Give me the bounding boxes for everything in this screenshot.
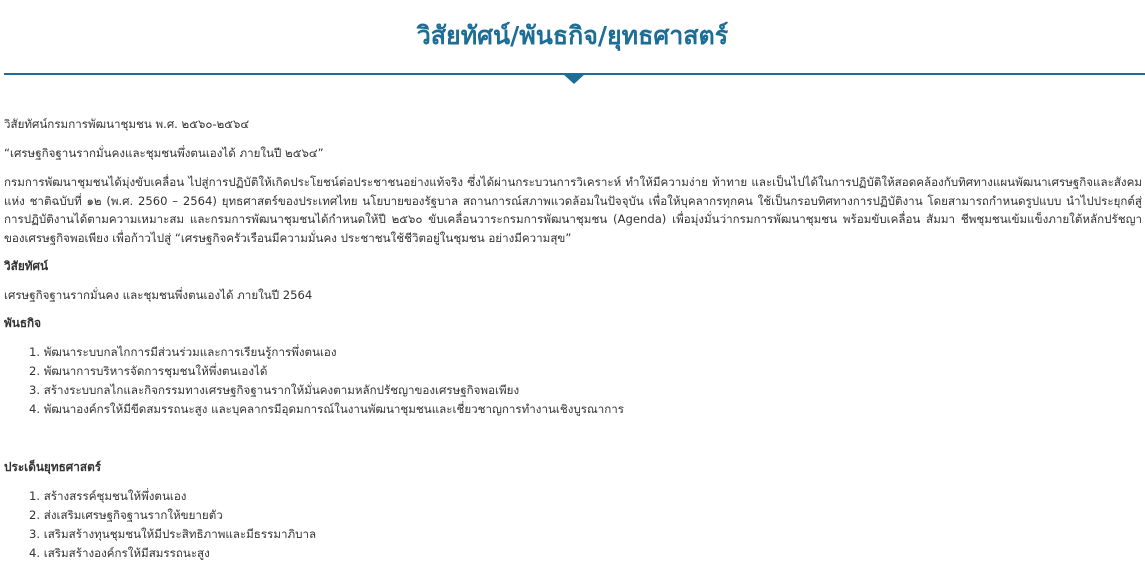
page-header [0, 0, 1145, 84]
mission-heading: พันธกิจ [4, 316, 42, 330]
strategy-item: 1. สร้างสรรค์ชุมชนให้พึ่งตนเอง [29, 489, 187, 503]
intro-vision-quote: “เศรษฐกิจฐานรากมั่นคงและชุมชนพึ่งตนเองได้ ภายในปี ๒๕๖๔” [4, 146, 324, 160]
main-content [4, 115, 1142, 573]
vision-text: เศรษฐกิจฐานรากมั่นคง และชุมชนพึ่งตนเองได้ ภายในปี 2564 [4, 288, 313, 302]
mission-item: 1. พัฒนาระบบกลไกการมีส่วนร่วมและการเรียนรู้การพึ่งตนเอง [29, 345, 337, 359]
mission-list [4, 343, 1142, 419]
strategy-item: 3. เสริมสร้างทุนชุมชนให้มีประสิทธิภาพและมีธรรมาภิบาล [29, 527, 317, 541]
header-arrow-indicator [563, 74, 585, 84]
intro-paragraph: กรมการพัฒนาชุมชนได้มุ่งขับเคลื่อน ไปสู่การปฏิบัติให้เกิดประโยชน์ต่อประชาชนอย่างแท้จริง ซึ่งได้ผ่านกระบวนการวิเคราะห์ ทำให้มีความง่าย ท้าทาย และเป็นไปได้ในการปฏิบัติให้สอดคล้องกับทิศทางแผนพัฒนาเศรษฐกิจและสังคมแห่ง ชาติฉบับที่ ๑๒ (พ.ศ. 2560 – 2564) ยุทธศาสตร์ของประเทศไทย นโยบายของรัฐบาล สถานการณ์สภาพแวดล้อมในปัจจุบัน เพื่อให้บุคลากรทุกคน ใช้เป็นกรอบทิศทางการปฏิบัติงาน โดยสามารถกำหนดรูปแบบ นำไปประยุกต์สู่การปฏิบัติงานได้ตามความเหมาะสม และกรมการพัฒนาชุมชนได้กำหนดให้ปี ๒๕๖๐ ขับเคลื่อนวาระกรมการพัฒนาชุมชน (Agenda) เพื่อมุ่งมั่นว่ากรมการพัฒนาชุมชน พร้อมขับเคลื่อน สัมมา ชีพชุมชนเข้มแข็งภายใต้หลักปรัชญาของเศรษฐกิจพอเพียง เพื่อก้าวไปสู่ “เศรษฐกิจครัวเรือนมีความมั่นคง ประชาชนใช้ชีวิตอยู่ในชุมชน อย่างมีความสุข” [4, 175, 1142, 245]
page-title: วิสัยทัศน์/พันธกิจ/ยุทธศาสตร์ [416, 21, 729, 50]
mission-item: 4. พัฒนาองค์กรให้มีขีดสมรรถนะสูง และบุคลากรมีอุดมการณ์ในงานพัฒนาชุมชนและเชี่ยวชาญการทำงานเชิงบูรณาการ [29, 402, 625, 416]
strategy-heading: ประเด็นยุทธศาสตร์ [4, 460, 102, 474]
intro-vision-title: วิสัยทัศน์กรมการพัฒนาชุมชน พ.ศ. ๒๕๖๐-๒๕๖๔ [4, 117, 250, 131]
strategy-item: 4. เสริมสร้างองค์กรให้มีสมรรถนะสูง [29, 546, 210, 560]
vision-heading: วิสัยทัศน์ [4, 259, 49, 273]
strategy-list [4, 487, 1142, 563]
mission-item: 3. สร้างระบบกลไกและกิจกรรมทางเศรษฐกิจฐานรากให้มั่นคงตามหลักปรัชญาของเศรษฐกิจพอเพียง [29, 383, 520, 397]
mission-item: 2. พัฒนาการบริหารจัดการชุมชนให้พึ่งตนเองได้ [29, 364, 268, 378]
section-spacer [4, 429, 1142, 458]
strategy-item: 2. ส่งเสริมเศรษฐกิจฐานรากให้ขยายตัว [29, 508, 223, 522]
